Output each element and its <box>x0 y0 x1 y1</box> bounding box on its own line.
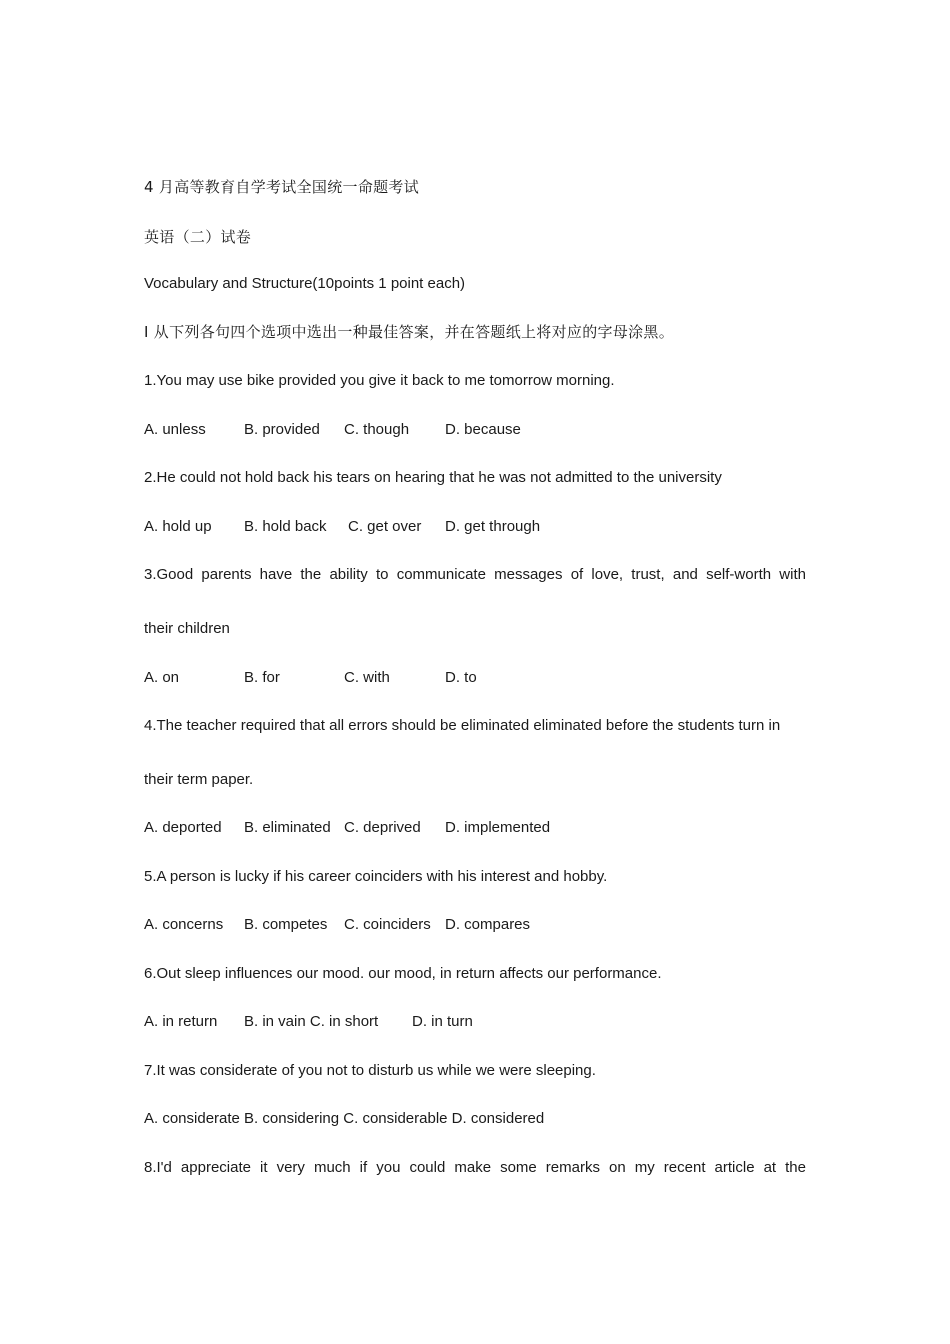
option-b: B. competes <box>244 916 328 933</box>
question-3-options <box>144 668 844 688</box>
option-d: D. in turn <box>412 1013 473 1030</box>
option-b: B. provided <box>244 421 320 438</box>
exam-title: 4 月高等教育自学考试全国统一命题考试 <box>144 178 420 196</box>
option-a: A. concerns <box>144 916 224 933</box>
question-1-stem: 1.You may use bike provided you give it back to me tomorrow morning. <box>144 372 615 389</box>
option-a: A. deported <box>144 819 222 836</box>
section-instruction: I 从下列各句四个选项中选出一种最佳答案，并在答题纸上将对应的字母涂黑。 <box>144 323 674 341</box>
question-6-options <box>144 1012 844 1032</box>
option-d: D. to <box>445 669 477 686</box>
question-1-options <box>144 420 844 440</box>
question-5-stem: 5.A person is lucky if his career coinciders with his interest and hobby. <box>144 868 608 885</box>
option-a: A. in return <box>144 1013 218 1030</box>
option-c: C. coinciders <box>344 916 431 933</box>
question-5-options <box>144 915 844 935</box>
option-d: D. compares <box>445 916 531 933</box>
option-c: C. get over <box>348 518 422 535</box>
question-4-stem-continued: their term paper. <box>144 771 254 788</box>
option-b-c: B. in vain C. in short <box>244 1013 379 1030</box>
option-a: A. unless <box>144 421 206 438</box>
option-b: B. for <box>244 669 280 686</box>
option-d: D. because <box>445 421 521 438</box>
question-8-stem: 8.I'd appreciate it very much if you could make some remarks on my recent article at the <box>144 1159 806 1176</box>
question-4-options <box>144 818 844 838</box>
question-6-stem: 6.Out sleep influences our mood. our mood, in return affects our performance. <box>144 965 662 982</box>
question-4-stem: 4.The teacher required that all errors should be eliminated eliminated before the students turn in <box>144 717 781 734</box>
section-title: Vocabulary and Structure(10points 1 point each) <box>144 275 466 292</box>
question-7-stem: 7.It was considerate of you not to disturb us while we were sleeping. <box>144 1062 596 1079</box>
question-7-options: A. considerate B. considering C. considerable D. considered <box>144 1110 545 1127</box>
option-b: B. hold back <box>244 518 327 535</box>
option-a: A. hold up <box>144 518 212 535</box>
option-c: C. deprived <box>344 819 421 836</box>
option-b: B. eliminated <box>244 819 331 836</box>
option-d: D. get through <box>445 518 541 535</box>
option-c: C. with <box>344 669 390 686</box>
question-2-stem: 2.He could not hold back his tears on hearing that he was not admitted to the university <box>144 469 722 486</box>
option-d: D. implemented <box>445 819 551 836</box>
option-c: C. though <box>344 421 410 438</box>
exam-subtitle: 英语（二）试卷 <box>144 228 252 246</box>
question-2-options <box>144 517 844 537</box>
option-a: A. on <box>144 669 180 686</box>
question-3-stem: 3.Good parents have the ability to communicate messages of love, trust, and self-worth with <box>144 566 806 583</box>
question-3-stem-continued: their children <box>144 620 230 637</box>
